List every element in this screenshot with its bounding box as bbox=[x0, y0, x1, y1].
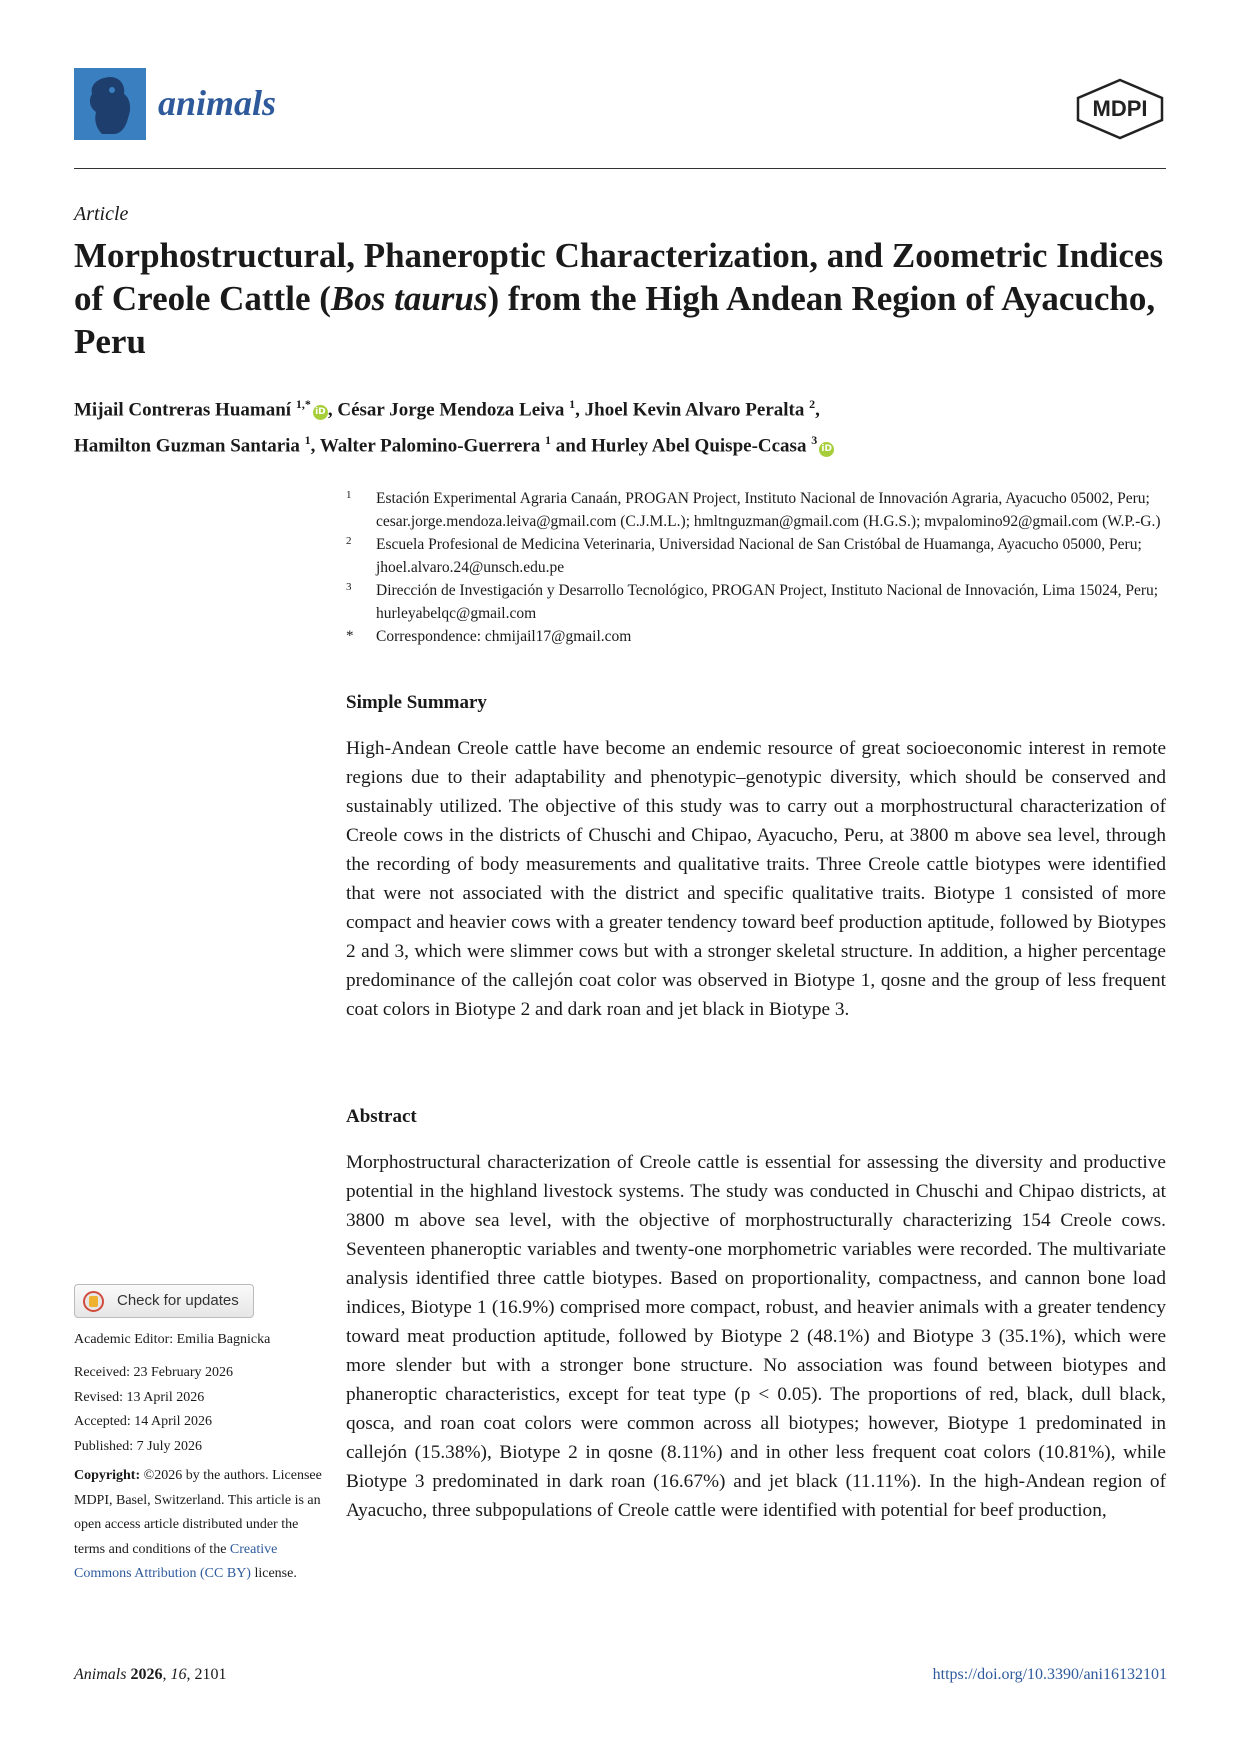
check-updates-label: Check for updates bbox=[117, 1292, 239, 1309]
affiliation-number: 2 bbox=[346, 535, 352, 547]
copyright-notice bbox=[74, 1464, 322, 1587]
doi-link[interactable]: https://doi.org/10.3390/ani16132101 bbox=[932, 1666, 1167, 1683]
correspondence bbox=[346, 625, 1166, 648]
journal-header bbox=[74, 68, 1166, 142]
author-affil-sup: 3 bbox=[811, 433, 818, 448]
license-tail: license. bbox=[250, 1566, 297, 1582]
journal-logo-icon bbox=[74, 68, 146, 140]
check-for-updates-button[interactable] bbox=[74, 1284, 254, 1318]
footer-journal: Animals bbox=[74, 1666, 127, 1683]
abstract-text: Morphostructural characterization of Creole cattle is essential for assessing the diversity and productive potential in the highland livestock systems. The study was conducted in Chuschi and Chipao districts, at 3800 m above sea level, with the objective of morphostructurally characterizing 154 Creole cows. Seventeen phaneroptic variables and twenty-one morphometric variables were recorded. The multivariate analysis identified three cattle biotypes. Based on proportionality, compactness, and cannon bone load indices, Biotype 1 (16.9%) comprised more compact, robust, and heavier animals with a greater tendency toward meat production aptitude, followed by Biotype 2 (48.1%) and Biotype 3 (35.1%), which were more slender but with a stronger bone structure. No association was found between biotypes and phaneroptic characteristics, except for teat type (p < 0.05). The proportions of red, black, dull black, qosca, and roan coat colors were common across all biotypes; however, Biotype 1 predominated in callejón (15.38%), Biotype 2 in qosne (8.11%) and in other less frequent coat colors (10.81%), while Biotype 3 predominated in dark roan (16.67%) and jet black (11.11%). In the high-Andean region of Ayacucho, three subpopulations of Creole cattle were identified with potential for beef production, bbox=[346, 1152, 1166, 1521]
correspondence-mark: * bbox=[346, 628, 354, 644]
copyright-text: ©2026 by the authors. Licensee MDPI, Basel, Switzerland. This article is an open access article distributed under the terms and conditions of the bbox=[74, 1468, 322, 1557]
author-affil-sup: 1 bbox=[544, 433, 551, 448]
affiliation-number: 3 bbox=[346, 581, 352, 593]
article-type: Article bbox=[74, 203, 129, 225]
journal-name[interactable]: animals bbox=[158, 83, 277, 123]
header-divider bbox=[74, 168, 1166, 169]
author-affil-sup: 1 bbox=[304, 433, 311, 448]
publisher-name: MDPI bbox=[1092, 96, 1148, 121]
correspondence-text: Correspondence: chmijail17@gmail.com bbox=[376, 628, 632, 645]
author-name: Mijail Contreras Huamaní bbox=[74, 399, 292, 421]
author-list: Mijail Contreras Huamaní $^{1,*}$iD , César Jorge Mendoza Leiva $^1$, Jhoel Kevin Alvaro Peralta $^2$, Hamilton Guzman Santaria $^1$, Walter Palomino-Guerrera $^1$ and Hurley Abel Quispe-Ccasa $^3$iD bbox=[74, 389, 1166, 462]
publisher-logo[interactable] bbox=[1074, 78, 1166, 145]
author-name: Jhoel Kevin Alvaro Peralta bbox=[584, 399, 805, 421]
affiliation-text: Estación Experimental Agraria Canaán, PROGAN Project, Instituto Nacional de Innovación Agraria, Ayacucho 05002, Peru; cesar.jorge.mendoza.leiva@gmail.com (C.J.M.L.); hmltnguzman@gmail.com (H.G.S.); mvpalomino92@gmail.com (W.P.-G.) bbox=[376, 490, 1161, 530]
affiliation-item bbox=[346, 487, 1166, 533]
author-affil-sup: 1 bbox=[569, 397, 576, 411]
academic-editor: Academic Editor: Emilia Bagnicka bbox=[74, 1332, 271, 1347]
abstract-heading: Abstract bbox=[346, 1106, 417, 1127]
simple-summary-heading: Simple Summary bbox=[346, 692, 487, 713]
affiliation-text: Escuela Profesional de Medicina Veterinaria, Universidad Nacional de San Cristóbal de Huamanga, Ayacucho 05000, Peru; jhoel.alvaro.24@unsch.edu.pe bbox=[376, 536, 1142, 576]
title-species: Bos taurus bbox=[330, 279, 488, 318]
author-name: César Jorge Mendoza Leiva bbox=[337, 399, 565, 421]
copyright-label: Copyright: bbox=[74, 1468, 141, 1483]
published-date: Published: 7 July 2026 bbox=[74, 1438, 202, 1454]
author-name: Hurley Abel Quispe-Ccasa bbox=[591, 435, 807, 457]
citation-footer: Animals 2026, 16, 2101 bbox=[74, 1666, 227, 1683]
author-affil-sup: 2 bbox=[809, 397, 816, 411]
title-part-1: Morphostructural, Phaneroptic Characterization, and Zoometric Indices of Creole Cattle ( bbox=[74, 236, 1164, 318]
footer-volume: 16 bbox=[170, 1666, 187, 1683]
check-updates-icon bbox=[83, 1291, 104, 1312]
affiliations bbox=[346, 487, 1166, 648]
simple-summary-text: High-Andean Creole cattle have become an endemic resource of great socioeconomic interest in remote regions due to their adaptability and phenotypic–genotypic diversity, which should be conserved and sustainably utilized. The objective of this study was to carry out a morphostructural characterization of Creole cows in the districts of Chuschi and Chipao, Ayacucho, Peru, at 3800 m above sea level, through the recording of body measurements and qualitative traits. Three Creole cattle biotypes were identified that were not associated with the district and specific qualitative traits. Biotype 1 consisted of more compact and heavier cows with a greater tendency toward beef production aptitude, followed by Biotypes 2 and 3, which were slimmer cows but with a stronger skeletal structure. In addition, a higher percentage predominance of the callejón coat color was observed in Biotype 1, qosne and the group of less frequent coat colors in Biotype 2 and dark roan and jet black in Biotype 3. bbox=[346, 738, 1166, 1020]
affiliation-text: Dirección de Investigación y Desarrollo Tecnológico, PROGAN Project, Instituto Nacional de Innovación, Lima 15024, Peru; hurleyabelqc@gmail.com bbox=[376, 582, 1159, 622]
author-name: Hamilton Guzman Santaria bbox=[74, 435, 300, 457]
accepted-date: Accepted: 14 April 2026 bbox=[74, 1414, 213, 1430]
affiliation-number: 1 bbox=[346, 489, 352, 501]
received-date: Received: 23 February 2026 bbox=[74, 1365, 234, 1380]
author-affil-sup: 1,* bbox=[295, 397, 311, 411]
footer-article-number: 2101 bbox=[194, 1666, 227, 1683]
revised-date: Revised: 13 April 2026 bbox=[74, 1389, 205, 1405]
publication-dates bbox=[74, 1361, 324, 1459]
footer-year: 2026 bbox=[130, 1666, 163, 1683]
orcid-icon[interactable]: iD bbox=[313, 405, 328, 420]
affiliation-item bbox=[346, 533, 1166, 579]
article-title bbox=[74, 234, 1174, 363]
title-part-2: ) from the High Andean Region of Ayacucho, Peru bbox=[74, 279, 1156, 361]
license-link[interactable]: Creative Commons Attribution (CC BY) bbox=[74, 1541, 278, 1582]
author-name: Walter Palomino-Guerrera bbox=[319, 435, 541, 457]
orcid-icon[interactable]: iD bbox=[819, 442, 834, 457]
affiliation-item bbox=[346, 579, 1166, 625]
